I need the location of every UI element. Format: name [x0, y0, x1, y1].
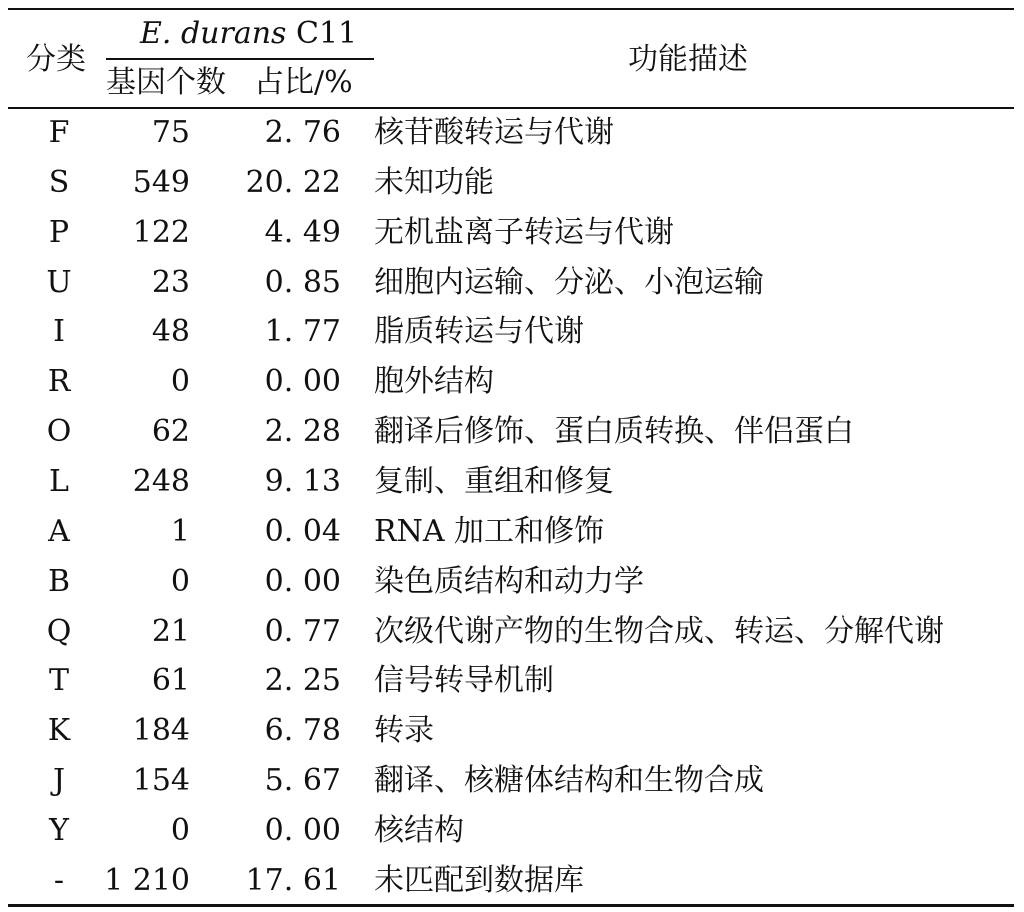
row-category: A	[48, 513, 70, 549]
table-row	[0, 512, 1024, 552]
header-species	[140, 14, 357, 54]
row-percentage: 0. 00	[264, 563, 341, 599]
row-gene-count: 62	[151, 414, 190, 450]
row-category: U	[46, 264, 72, 300]
row-category: O	[46, 414, 72, 450]
row-gene-count: 248	[132, 463, 190, 499]
row-description: 染色质结构和动力学	[374, 563, 644, 599]
row-description: 无机盐离子转运与代谢	[374, 214, 674, 250]
row-category: L	[49, 463, 69, 499]
row-percentage: 6. 78	[264, 713, 341, 749]
row-category: Q	[46, 613, 72, 649]
table-row	[0, 412, 1024, 452]
row-description: 复制、重组和修复	[374, 463, 614, 499]
row-category: -	[53, 862, 65, 898]
row-percentage: 2. 25	[264, 663, 341, 699]
header-gene-count: 基因个数	[106, 65, 226, 100]
row-description: 翻译后修饰、蛋白质转换、伴侣蛋白	[374, 414, 854, 450]
row-category: K	[47, 713, 71, 749]
row-description: 细胞内运输、分泌、小泡运输	[374, 264, 764, 300]
table-bottom-rule	[8, 904, 1014, 907]
table-row	[0, 761, 1024, 801]
row-percentage: 9. 13	[264, 463, 341, 499]
row-description: 核苷酸转运与代谢	[374, 115, 614, 150]
table-row	[0, 163, 1024, 203]
row-description: 未知功能	[374, 164, 494, 200]
row-description: RNA 加工和修饰	[374, 513, 605, 549]
header-sub-rule	[106, 58, 374, 60]
row-percentage: 20. 22	[245, 164, 341, 200]
row-category: J	[52, 763, 66, 799]
row-category: I	[53, 314, 65, 350]
row-gene-count: 0	[170, 364, 190, 400]
row-category: R	[47, 364, 71, 400]
row-gene-count: 0	[170, 563, 190, 599]
row-gene-count: 1 210	[104, 862, 190, 898]
header-category: 分类	[26, 42, 86, 77]
row-category: S	[48, 164, 70, 200]
row-description: 信号转导机制	[374, 663, 554, 699]
row-description: 翻译、核糖体结构和生物合成	[374, 763, 764, 799]
row-gene-count: 154	[132, 763, 190, 799]
row-percentage: 1. 77	[264, 314, 341, 350]
row-percentage: 2. 28	[264, 414, 341, 450]
row-category: F	[48, 115, 70, 150]
row-category: B	[47, 563, 71, 599]
row-gene-count: 0	[170, 812, 190, 848]
table-row	[0, 612, 1024, 652]
table-row	[0, 312, 1024, 352]
table-row	[0, 113, 1024, 153]
header-description: 功能描述	[628, 42, 748, 77]
row-percentage: 17. 61	[245, 862, 341, 898]
row-gene-count: 549	[132, 164, 190, 200]
row-gene-count: 184	[132, 713, 190, 749]
row-description: 转录	[374, 713, 434, 749]
table-top-rule	[8, 8, 1014, 10]
row-category: P	[48, 214, 70, 250]
row-category: T	[48, 663, 69, 699]
row-percentage: 5. 67	[264, 763, 341, 799]
row-description: 核结构	[374, 812, 464, 848]
table-row	[0, 213, 1024, 253]
row-percentage: 0. 04	[264, 513, 341, 549]
header-percentage: 占比/%	[254, 65, 353, 100]
row-gene-count: 23	[151, 264, 190, 300]
row-gene-count: 61	[151, 663, 190, 699]
row-description: 未匹配到数据库	[374, 862, 584, 898]
row-percentage: 2. 76	[264, 115, 341, 150]
table-row	[0, 861, 1024, 901]
table-row	[0, 811, 1024, 851]
strain-name: C11	[286, 16, 358, 51]
table-row	[0, 362, 1024, 402]
row-percentage: 0. 00	[264, 364, 341, 400]
table-row	[0, 263, 1024, 303]
row-description: 胞外结构	[374, 364, 494, 400]
row-percentage: 0. 85	[264, 264, 341, 300]
row-gene-count: 75	[151, 115, 190, 150]
row-gene-count: 21	[151, 613, 190, 649]
table-row	[0, 562, 1024, 602]
header-bottom-rule	[8, 107, 1014, 109]
row-percentage: 0. 00	[264, 812, 341, 848]
row-description: 次级代谢产物的生物合成、转运、分解代谢	[374, 613, 944, 649]
row-percentage: 4. 49	[264, 214, 341, 250]
row-description: 脂质转运与代谢	[374, 314, 584, 350]
table-row	[0, 711, 1024, 751]
row-gene-count: 1	[170, 513, 190, 549]
table-row	[0, 462, 1024, 502]
row-gene-count: 122	[132, 214, 190, 250]
row-percentage: 0. 77	[264, 613, 341, 649]
species-name: E. durans	[140, 16, 287, 51]
row-gene-count: 48	[151, 314, 190, 350]
row-category: Y	[49, 812, 69, 848]
table-row	[0, 661, 1024, 701]
